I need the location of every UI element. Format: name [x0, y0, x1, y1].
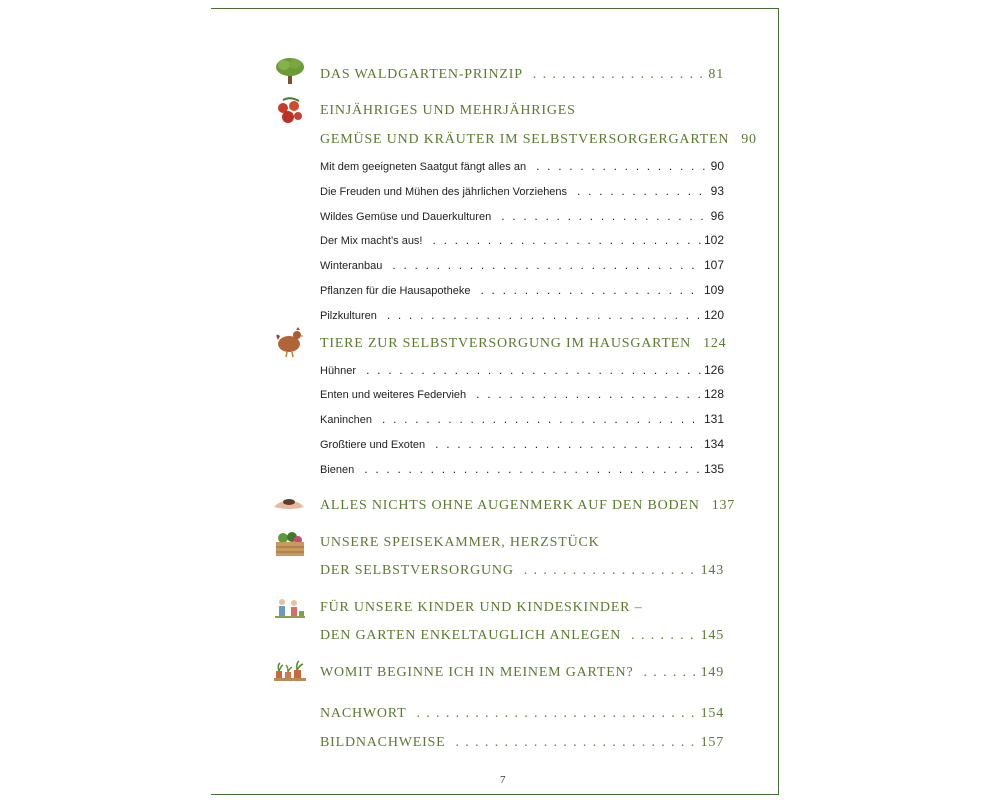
toc-entry-title: EINJÄHRIGES UND MEHRJÄHRIGES	[320, 103, 576, 118]
toc-subentry-page: 93	[710, 184, 724, 198]
leader-dots	[356, 363, 702, 377]
toc-entry-boden[interactable]	[320, 498, 736, 514]
toc-entry-page: 143	[700, 563, 724, 578]
toc-entry-nachwort[interactable]	[320, 706, 724, 722]
leader-dots	[567, 184, 709, 198]
toc-subentry[interactable]	[320, 283, 724, 297]
leader-dots	[382, 258, 702, 272]
toc-subentry[interactable]	[320, 233, 724, 247]
toc-subentry-title: Hühner	[320, 365, 357, 377]
toc-subentry-title: Großtiere und Exoten	[320, 439, 426, 451]
toc-entry-title: TIERE ZUR SELBSTVERSORGUNG IM HAUSGARTEN	[320, 336, 692, 351]
toc-entry-title: BILDNACHWEISE	[320, 735, 446, 750]
toc-entry-title: DAS WALDGARTEN-PRINZIP	[320, 67, 523, 82]
toc-entry-title: DER SELBSTVERSORGUNG	[320, 563, 514, 578]
toc-entry-title: WOMIT BEGINNE ICH IN MEINEM GARTEN?	[320, 665, 634, 680]
page-number: 7	[500, 774, 506, 786]
toc-subentry-page: 131	[703, 412, 724, 426]
toc-subentry-page: 134	[703, 437, 724, 451]
toc-subentry-page: 109	[703, 283, 724, 297]
leader-dots	[621, 628, 698, 644]
leader-dots	[470, 283, 702, 297]
toc-entry-title: FÜR UNSERE KINDER UND KINDESKINDER –	[320, 600, 643, 615]
toc-subentry-page: 96	[710, 209, 724, 223]
toc-subentry[interactable]	[320, 184, 724, 198]
toc-subentry-page: 120	[703, 308, 724, 322]
leader-dots	[377, 308, 702, 322]
toc-entry-title: DEN GARTEN ENKELTAUGLICH ANLEGEN	[320, 628, 622, 643]
seedling-pots-icon	[273, 660, 307, 684]
toc-subentry-page: 102	[703, 233, 724, 247]
toc-entry-beginne[interactable]	[320, 665, 724, 681]
leader-dots	[372, 412, 702, 426]
toc-subentry[interactable]	[320, 387, 724, 401]
leader-dots	[514, 563, 699, 579]
toc-entry-page: 157	[700, 735, 724, 750]
toc-entry-page: 149	[700, 665, 724, 680]
leader-dots	[526, 159, 709, 173]
toc-subentry-title: Pflanzen für die Hausapotheke	[320, 285, 471, 297]
leader-dots	[491, 209, 708, 223]
hen-icon	[274, 326, 304, 358]
toc-subentry-title: Kaninchen	[320, 414, 372, 426]
toc-entry-title: ALLES NICHTS OHNE AUGENMERK AUF DEN BODEN	[320, 498, 700, 513]
toc-subentry[interactable]	[320, 363, 724, 377]
toc-entry-title: NACHWORT	[320, 706, 407, 721]
leader-dots	[423, 233, 702, 247]
toc-subentry[interactable]	[320, 412, 724, 426]
toc-entry-page: 81	[708, 67, 724, 82]
toc-subentry-page: 107	[703, 258, 724, 272]
leader-dots	[466, 387, 702, 401]
toc-subentry-title: Wildes Gemüse und Dauerkulturen	[320, 211, 492, 223]
toc-subentry-title: Bienen	[320, 464, 355, 476]
toc-subentry[interactable]	[320, 437, 724, 451]
toc-subentry-title: Die Freuden und Mühen des jährlichen Vorziehens	[320, 186, 568, 198]
toc-subentry-title: Pilzkulturen	[320, 310, 377, 322]
leader-dots	[691, 336, 701, 352]
toc-subentry-page: 128	[703, 387, 724, 401]
leader-dots	[700, 498, 710, 514]
toc-entry-page: 145	[700, 628, 724, 643]
leader-dots	[523, 67, 707, 83]
tree-icon	[274, 57, 306, 85]
toc-entry-waldgarten[interactable]	[320, 67, 724, 83]
toc-subentry-title: Winteranbau	[320, 260, 383, 272]
toc-entry-kinder-line1[interactable]	[320, 600, 642, 616]
tomatoes-icon	[275, 96, 305, 124]
toc-entry-title: GEMÜSE UND KRÄUTER IM SELBSTVERSORGERGARTEN	[320, 132, 730, 147]
toc-entry-page: 90	[741, 132, 757, 147]
leader-dots	[354, 462, 702, 476]
hands-soil-icon	[273, 495, 305, 513]
toc-subentry[interactable]	[320, 258, 724, 272]
vegetable-crate-icon	[274, 530, 306, 558]
leader-dots	[425, 437, 702, 451]
toc-subentry-page: 126	[703, 363, 724, 377]
leader-dots	[729, 132, 739, 148]
toc-subentry-title: Der Mix macht’s aus!	[320, 235, 423, 247]
toc-entry-bildnachweise[interactable]	[320, 735, 724, 751]
leader-dots	[406, 706, 698, 722]
toc-entry-gemuese-line1[interactable]	[320, 103, 576, 119]
toc-entry-page: 137	[711, 498, 736, 513]
leader-dots	[446, 735, 699, 751]
toc-entry-speisekammer-line1[interactable]	[320, 535, 600, 551]
children-icon	[274, 597, 306, 619]
toc-entry-page: 154	[700, 706, 724, 721]
toc-entry-page: 124	[703, 336, 727, 351]
leader-dots	[633, 665, 698, 681]
toc-subentry-page: 135	[703, 462, 724, 476]
toc-subentry[interactable]	[320, 308, 724, 322]
toc-subentry-title: Mit dem geeigneten Saatgut fängt alles an	[320, 161, 527, 173]
toc-subentry-page: 90	[710, 159, 724, 173]
toc-subentry[interactable]	[320, 209, 724, 223]
toc-entry-gemuese[interactable]	[320, 132, 757, 148]
toc-entry-title: UNSERE SPEISEKAMMER, HERZSTÜCK	[320, 535, 600, 550]
toc-subentry[interactable]	[320, 159, 724, 173]
toc-entry-speisekammer[interactable]	[320, 563, 724, 579]
toc-subentry[interactable]	[320, 462, 724, 476]
toc-entry-kinder[interactable]	[320, 628, 724, 644]
toc-subentry-title: Enten und weiteres Federvieh	[320, 389, 467, 401]
toc-entry-tiere[interactable]	[320, 336, 727, 352]
